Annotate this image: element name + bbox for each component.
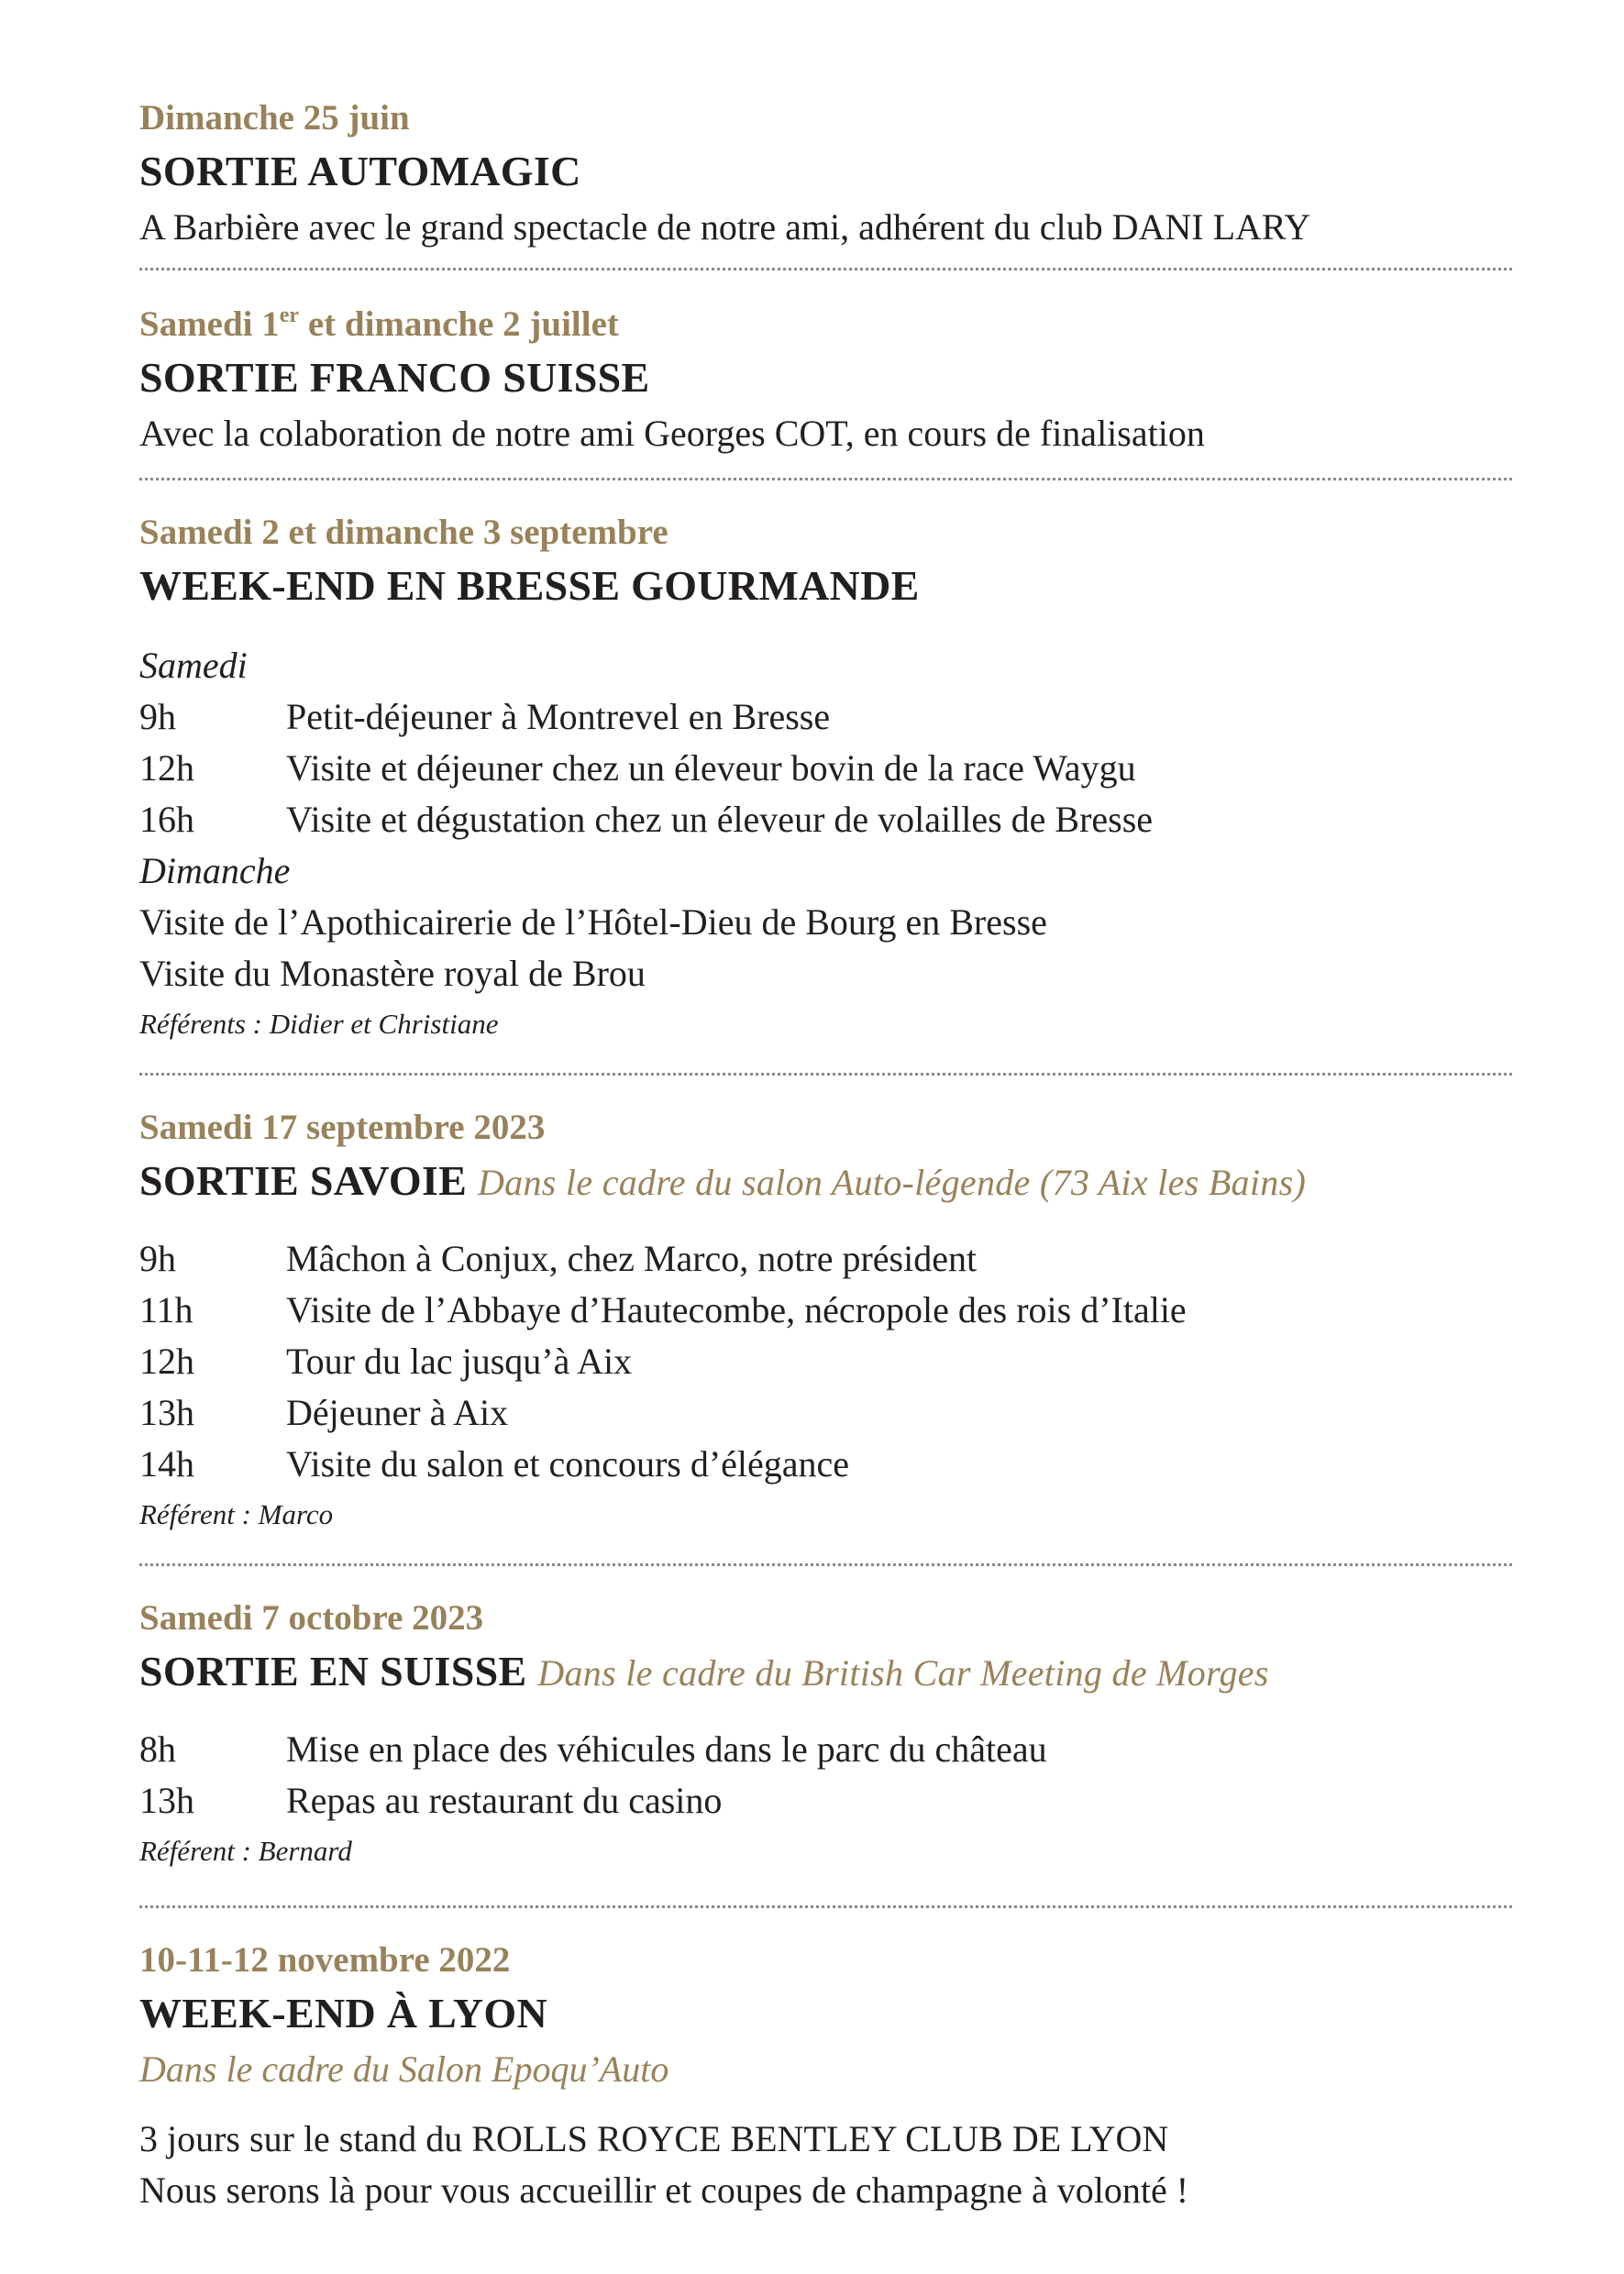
- event-sortie-savoie: [139, 1076, 1515, 1563]
- event-title: SORTIE EN SUISSE Dans le cadre du British Car Meeting de Morges: [139, 1648, 1269, 1694]
- event-title: SORTIE FRANCO SUISSE: [139, 354, 650, 401]
- event-line: Nous serons là pour vous accueillir et coupes de champagne à volonté !: [139, 2169, 1189, 2211]
- events-list: [139, 95, 1515, 2216]
- event-title-context: Dans le cadre du salon Auto-légende (73 Aix les Bains): [477, 1162, 1307, 1203]
- schedule-row: 13h Repas au restaurant du casino: [139, 1780, 723, 1821]
- event-description: Avec la colaboration de notre ami Georges COT, en cours de finalisation: [139, 413, 1205, 454]
- schedule-row: 8h Mise en place des véhicules dans le parc du château: [139, 1728, 1047, 1770]
- event-date: Dimanche 25 juin: [139, 98, 410, 138]
- schedule-row: 13h Déjeuner à Aix: [139, 1392, 509, 1433]
- event-date: Samedi 1er et dimanche 2 juillet: [139, 304, 619, 344]
- schedule-row: 9h Petit-déjeuner à Montrevel en Bresse: [139, 696, 831, 737]
- event-date: Samedi 17 septembre 2023: [139, 1108, 546, 1147]
- day-label-samedi: Samedi: [139, 645, 248, 686]
- event-description: A Barbière avec le grand spectacle de notre ami, adhérent du club DANI LARY: [139, 206, 1311, 248]
- event-date: Samedi 2 et dimanche 3 septembre: [139, 513, 668, 552]
- event-sortie-en-suisse: [139, 1566, 1515, 1905]
- day-label-dimanche: Dimanche: [139, 850, 291, 891]
- event-line: Visite du Monastère royal de Brou: [139, 953, 646, 994]
- schedule-row: 16h Visite et dégustation chez un éleveur de volailles de Bresse: [139, 799, 1154, 840]
- schedule-row: 12h Tour du lac jusqu’à Aix: [139, 1341, 633, 1382]
- event-automagic: [139, 95, 1515, 268]
- event-date: 10-11-12 novembre 2022: [139, 1940, 511, 1980]
- event-title: SORTIE AUTOMAGIC: [139, 148, 581, 194]
- event-line: 3 jours sur le stand du ROLLS ROYCE BENTLEY CLUB DE LYON: [139, 2118, 1169, 2159]
- schedule-row: 14h Visite du salon et concours d’élégance: [139, 1443, 850, 1485]
- event-referent: Référent : Marco: [139, 1498, 334, 1530]
- event-title: WEEK-END À LYON: [139, 1990, 547, 2037]
- event-referent: Référent : Bernard: [139, 1835, 352, 1867]
- event-referent: Référents : Didier et Christiane: [139, 1008, 499, 1040]
- event-line: Visite de l’Apothicairerie de l’Hôtel-Dieu de Bourg en Bresse: [139, 901, 1047, 943]
- schedule-row: 12h Visite et déjeuner chez un éleveur bovin de la race Waygu: [139, 747, 1136, 789]
- event-bresse-gourmande: [139, 480, 1515, 1073]
- event-subtitle: Dans le cadre du Salon Epoqu’Auto: [139, 2048, 669, 2090]
- schedule-row: 11h Visite de l’Abbaye d’Hautecombe, nécropole des rois d’Italie: [139, 1289, 1187, 1330]
- event-title-context: Dans le cadre du British Car Meeting de Morges: [537, 1652, 1269, 1694]
- event-franco-suisse: [139, 270, 1515, 478]
- event-title: SORTIE SAVOIE Dans le cadre du salon Auto-légende (73 Aix les Bains): [139, 1157, 1307, 1204]
- schedule-row: 9h Mâchon à Conjux, chez Marco, notre président: [139, 1238, 978, 1279]
- event-date: Samedi 7 octobre 2023: [139, 1598, 484, 1638]
- event-week-end-lyon: [139, 1908, 1515, 2216]
- event-title: WEEK-END EN BRESSE GOURMANDE: [139, 562, 920, 609]
